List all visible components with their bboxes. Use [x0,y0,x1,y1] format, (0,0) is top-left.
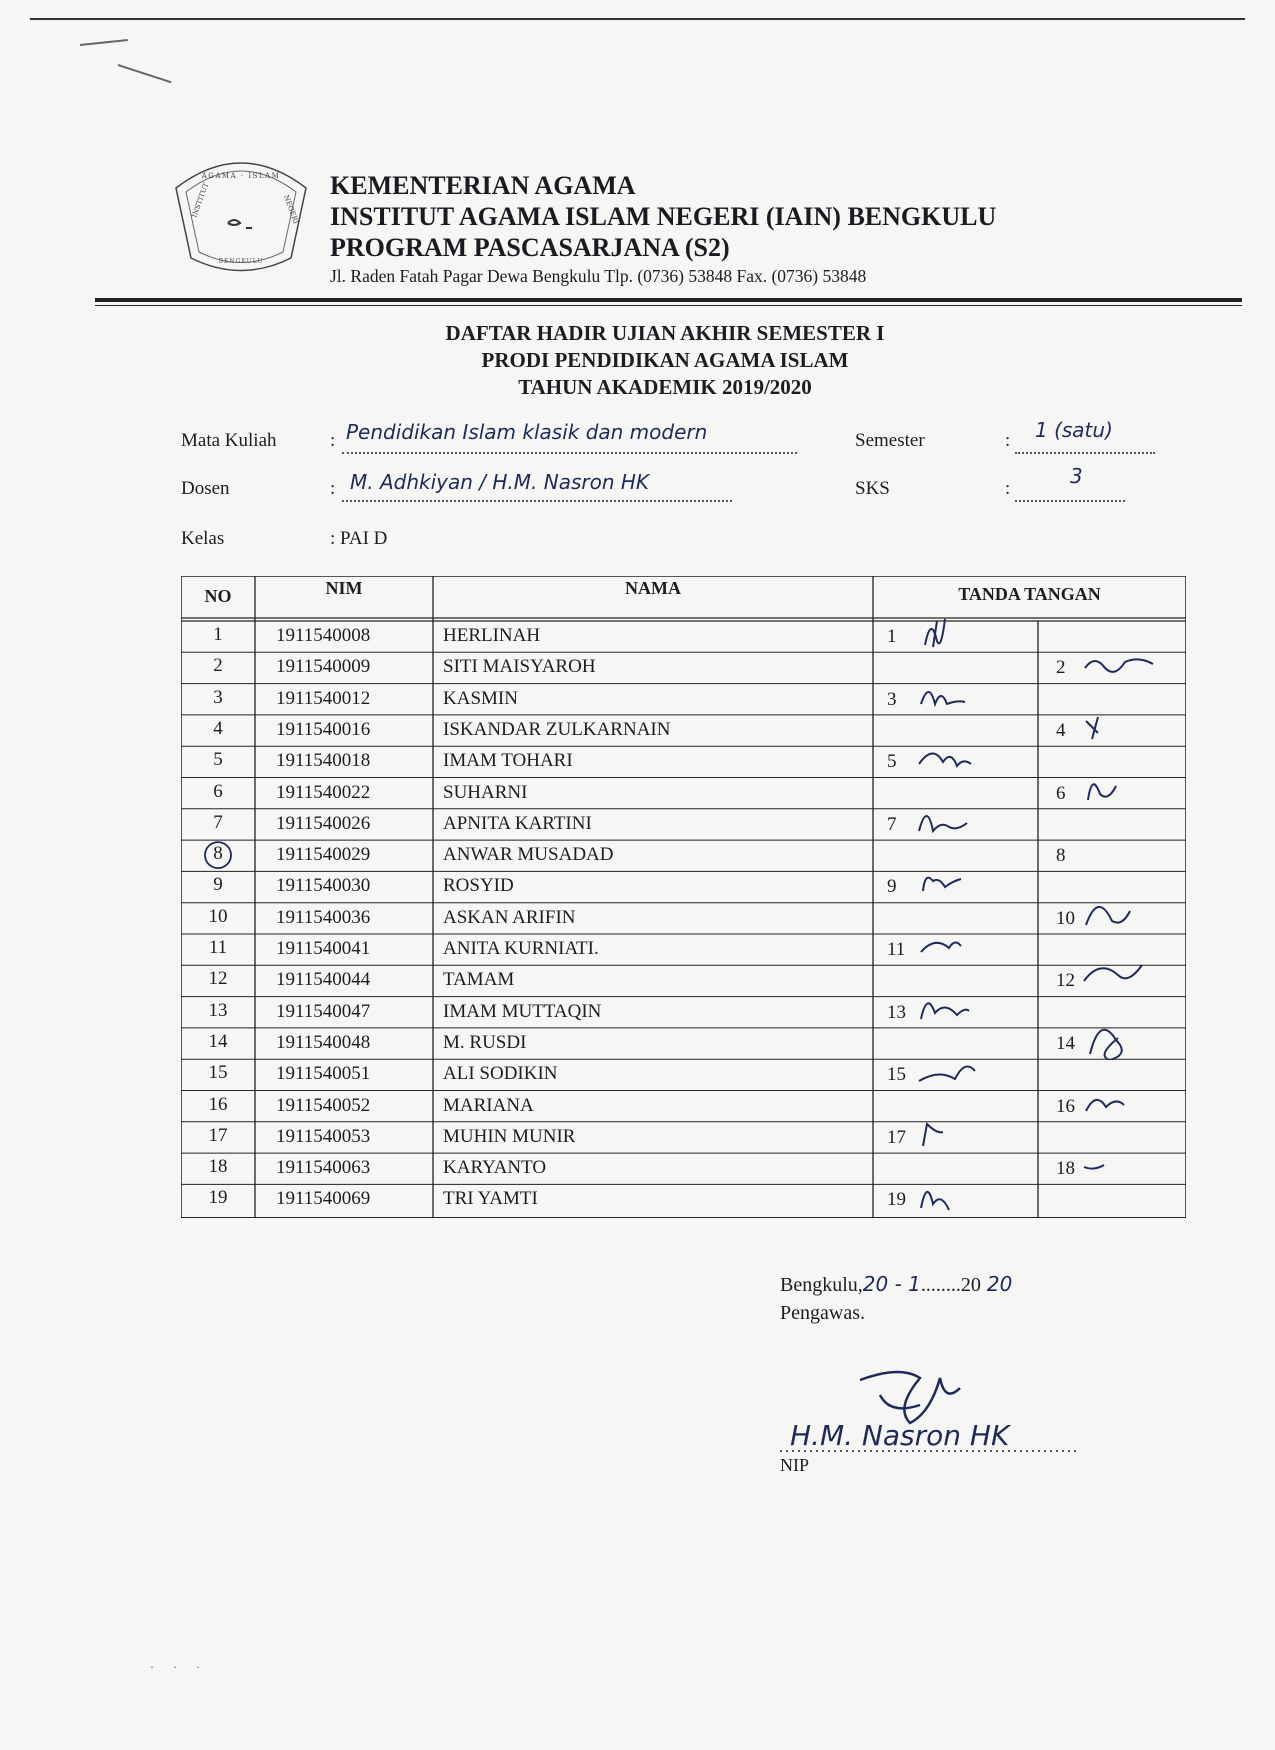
student-signature [915,930,1005,966]
svg-text:NEGERI: NEGERI [282,193,300,225]
student-signature [915,1055,1005,1091]
row-nim: 1911540016 [276,718,371,740]
row-no: 12 [208,968,228,990]
student-signature [915,993,1005,1029]
row-no: 17 [208,1124,228,1146]
row-nama: IMAM MUTTAQIN [443,1000,602,1022]
svg-text:AGAMA · ISLAM: AGAMA · ISLAM [201,172,281,180]
student-signature [915,1118,1005,1154]
kelas-value: : PAI D [330,528,388,549]
svg-text:BENGKULU: BENGKULU [218,258,264,265]
row-no: 5 [213,749,223,771]
document-title [0,320,1275,401]
row-nama: M. RUSDI [443,1031,527,1053]
sks-colon: : [1005,478,1011,499]
sks-label: SKS [855,478,890,499]
signature-number: 15 [887,1064,906,1086]
row-nama: SUHARNI [443,781,528,803]
signature-number: 5 [887,751,897,773]
row-no: 4 [213,717,223,739]
student-signature [915,805,1005,841]
row-nim: 1911540041 [276,938,371,959]
scan-top-edge [30,18,1245,20]
sks-dots [1015,499,1125,502]
row-nama: KASMIN [443,687,518,709]
row-nim: 1911540029 [276,844,371,866]
kelas-label: Kelas [181,528,225,549]
row-nim: 1911540048 [276,1031,371,1053]
signature-number: 16 [1056,1095,1075,1117]
ministry-name: KEMENTERIAN AGAMA [330,171,636,200]
student-signature [1080,711,1170,747]
supervisor-role: Pengawas. [780,1302,865,1324]
row-nim: 1911540052 [276,1094,371,1116]
scan-specks: · · · [150,1660,208,1674]
row-nim: 1911540026 [276,812,371,834]
attendance-table [181,576,1186,1224]
signature-number: 12 [1056,970,1075,992]
row-no: 10 [208,905,228,927]
iain-logo [166,148,316,278]
row-nama: TRI YAMTI [443,1188,538,1210]
header-no: NO [204,586,232,606]
row-nama: ANITA KURNIATI. [443,938,599,959]
row-no: 13 [208,999,228,1021]
sign-day-month: 20 - 1 [862,1272,921,1296]
scan-mark [80,39,128,46]
dosen-dots [342,499,732,502]
row-nama: MUHIN MUNIR [443,1125,576,1147]
signature-number: 9 [887,876,897,898]
header-nama: NAMA [625,578,681,598]
signature-number: 18 [1056,1158,1075,1180]
semester-label: Semester [855,430,925,451]
student-signature [915,867,1005,903]
row-nim: 1911540036 [276,906,371,928]
header-tanda-tangan: TANDA TANGAN [958,584,1101,604]
row-no: 16 [208,1093,228,1115]
signature-number: 1 [887,626,897,647]
student-signature [1080,1149,1170,1185]
row-nama: ASKAN ARIFIN [443,906,576,928]
signature-number: 10 [1056,907,1075,929]
row-nama: HERLINAH [443,625,541,646]
letterhead [330,170,1130,288]
student-signature [915,742,1005,778]
student-signature [1080,899,1170,935]
semester-dots [1015,451,1155,454]
sks-value: 3 [1070,464,1083,488]
signature-number: 7 [887,813,897,835]
mata-kuliah-value: Pendidikan Islam klasik dan modern [346,420,708,444]
mata-kuliah-dots [342,451,797,454]
signature-number: 2 [1056,657,1066,679]
title-line-2: PRODI PENDIDIKAN AGAMA ISLAM [481,348,849,372]
row-nama: ISKANDAR ZULKARNAIN [443,718,671,740]
svg-text:INSTITUT: INSTITUT [190,181,211,219]
supervisor-signature [770,1365,1090,1465]
title-line-3: TAHUN AKADEMIK 2019/2020 [518,375,812,399]
student-signature [1080,961,1170,997]
signature-number: 13 [887,1001,906,1023]
student-signature [915,617,1005,653]
row-no: 11 [208,937,228,958]
row-nama: KARYANTO [443,1157,547,1179]
row-nama: TAMAM [443,969,515,991]
signature-number: 3 [887,688,897,710]
row-nama: ROSYID [443,875,514,897]
row-no: 15 [208,1062,228,1084]
scan-mark [118,64,172,83]
supervisor-name-handwritten: H.M. Nasron HK [790,1419,1010,1452]
semester-value: 1 (satu) [1035,418,1113,442]
row-nim: 1911540009 [276,656,371,678]
header-nim: NIM [325,578,363,598]
row-no: 14 [208,1030,228,1052]
letterhead-rule-thin [95,305,1242,306]
row-no: 19 [208,1187,228,1209]
row-no: 2 [213,655,223,677]
signature-number: 19 [887,1189,906,1211]
row-no: 8 [213,843,223,865]
institute-name: INSTITUT AGAMA ISLAM NEGERI (IAIN) BENGKULU [330,202,997,231]
row-nim: 1911540018 [276,750,371,772]
program-name: PROGRAM PASCASARJANA (S2) [330,233,730,262]
row-nama: MARIANA [443,1094,534,1116]
row-no: 18 [208,1156,228,1178]
row-nim: 1911540022 [276,781,371,803]
row-no: 6 [213,780,223,802]
student-signature [915,680,1005,716]
student-signature [1080,774,1170,810]
nip-label: NIP [780,1455,810,1475]
mata-kuliah-label: Mata Kuliah [181,430,277,451]
row-no: 7 [213,811,223,833]
row-nama: IMAM TOHARI [443,750,573,772]
dosen-label: Dosen [181,478,230,499]
signature-number: 14 [1056,1032,1075,1054]
signature-number: 8 [1056,845,1066,867]
student-signature [915,1180,1005,1216]
row-nim: 1911540069 [276,1188,371,1210]
sign-year-suffix: 20 [986,1272,1013,1296]
row-nim: 1911540044 [276,969,371,991]
mata-kuliah-colon: : [330,430,336,451]
row-no: 1 [213,624,223,645]
signature-number: 4 [1056,719,1066,741]
signature-number: 17 [887,1126,906,1148]
row-nim: 1911540053 [276,1125,371,1147]
dosen-colon: : [330,478,336,499]
title-line-1: DAFTAR HADIR UJIAN AKHIR SEMESTER I [445,321,885,345]
date-dots: ........ [920,1274,961,1296]
row-nama: ANWAR MUSADAD [443,844,614,866]
row-no: 3 [213,686,223,708]
sign-place: Bengkulu, [780,1274,863,1296]
row-nama: ALI SODIKIN [443,1063,558,1085]
row-nama: APNITA KARTINI [443,812,592,834]
semester-colon: : [1005,430,1011,451]
dosen-value: M. Adhkiyan / H.M. Nasron HK [350,470,650,494]
row-nim: 1911540012 [276,687,371,709]
row-nim: 1911540030 [276,875,371,897]
row-nim: 1911540008 [276,625,371,646]
signature-number: 11 [887,939,906,960]
row-no: 9 [213,874,223,896]
institute-address: Jl. Raden Fatah Pagar Dewa Bengkulu Tlp. (0736) 53848 Fax. (0736) 53848 [330,266,867,286]
sign-date [780,1272,1012,1297]
row-nim: 1911540047 [276,1000,371,1022]
signature-number: 6 [1056,782,1066,804]
student-signature [1080,1024,1170,1060]
row-nama: SITI MAISYAROH [443,656,596,678]
row-nim: 1911540063 [276,1157,371,1179]
row-nim: 1911540051 [276,1063,371,1085]
student-signature [1080,1087,1170,1123]
student-signature [1080,648,1170,684]
sign-year-prefix: 20 [960,1274,981,1296]
letterhead-rule [95,298,1242,302]
